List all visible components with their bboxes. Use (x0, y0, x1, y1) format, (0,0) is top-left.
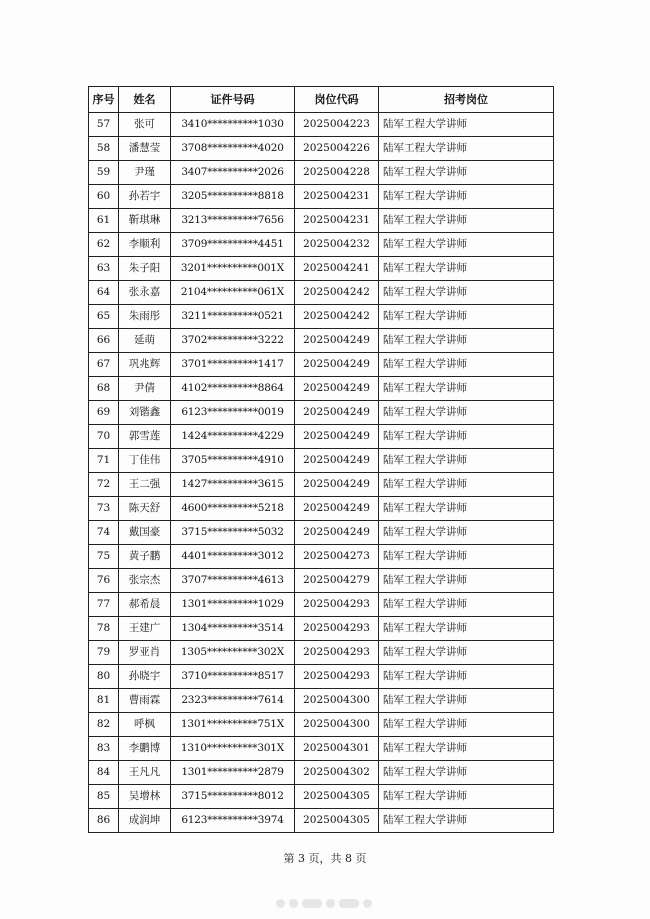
cell-position: 陆军工程大学讲师 (379, 257, 554, 281)
cell-id-number: 3715**********8012 (171, 785, 295, 809)
cell-position-code: 2025004223 (295, 113, 379, 137)
table-row (89, 617, 554, 641)
page-number: 第 3 页，共 8 页 (283, 852, 367, 865)
table-row (89, 113, 554, 137)
table-row (89, 305, 554, 329)
cell-seq: 77 (89, 593, 119, 617)
cell-id-number: 3702**********3222 (171, 329, 295, 353)
table-row (89, 593, 554, 617)
cell-name: 呼枫 (119, 713, 171, 737)
cell-position-code: 2025004300 (295, 713, 379, 737)
cell-name: 李鹏博 (119, 737, 171, 761)
cell-name: 曹雨霖 (119, 689, 171, 713)
table-row (89, 353, 554, 377)
table-header-row (89, 87, 554, 113)
cell-id-number: 1301**********751X (171, 713, 295, 737)
cell-name: 巩兆辉 (119, 353, 171, 377)
cell-name: 潘慧莹 (119, 137, 171, 161)
watermark-logo (276, 896, 380, 910)
cell-seq: 74 (89, 521, 119, 545)
table-row (89, 257, 554, 281)
cell-name: 罗亚肖 (119, 641, 171, 665)
cell-position-code: 2025004241 (295, 257, 379, 281)
cell-name: 尹瑾 (119, 161, 171, 185)
cell-seq: 60 (89, 185, 119, 209)
cell-seq: 71 (89, 449, 119, 473)
cell-id-number: 3715**********5032 (171, 521, 295, 545)
cell-seq: 61 (89, 209, 119, 233)
table-body (89, 113, 554, 833)
table-row (89, 569, 554, 593)
cell-id-number: 1305**********302X (171, 641, 295, 665)
cell-position: 陆军工程大学讲师 (379, 329, 554, 353)
cell-position-code: 2025004231 (295, 185, 379, 209)
table-row (89, 281, 554, 305)
header-position-code: 岗位代码 (295, 87, 379, 113)
cell-id-number: 3211**********0521 (171, 305, 295, 329)
cell-id-number: 3205**********8818 (171, 185, 295, 209)
cell-position: 陆军工程大学讲师 (379, 233, 554, 257)
cell-seq: 57 (89, 113, 119, 137)
cell-position: 陆军工程大学讲师 (379, 809, 554, 833)
cell-name: 尹倩 (119, 377, 171, 401)
cell-id-number: 3705**********4910 (171, 449, 295, 473)
cell-name: 王建广 (119, 617, 171, 641)
table-row (89, 449, 554, 473)
cell-position-code: 2025004249 (295, 497, 379, 521)
cell-seq: 62 (89, 233, 119, 257)
cell-position: 陆军工程大学讲师 (379, 281, 554, 305)
cell-position: 陆军工程大学讲师 (379, 185, 554, 209)
table-row (89, 377, 554, 401)
cell-name: 吴增林 (119, 785, 171, 809)
cell-id-number: 1424**********4229 (171, 425, 295, 449)
cell-position: 陆军工程大学讲师 (379, 353, 554, 377)
cell-position: 陆军工程大学讲师 (379, 641, 554, 665)
cell-position: 陆军工程大学讲师 (379, 305, 554, 329)
cell-position-code: 2025004249 (295, 329, 379, 353)
cell-position-code: 2025004249 (295, 473, 379, 497)
cell-name: 张可 (119, 113, 171, 137)
cell-id-number: 1304**********3514 (171, 617, 295, 641)
cell-position: 陆军工程大学讲师 (379, 713, 554, 737)
cell-id-number: 2323**********7614 (171, 689, 295, 713)
cell-name: 朱雨彤 (119, 305, 171, 329)
cell-position-code: 2025004302 (295, 761, 379, 785)
cell-name: 延萌 (119, 329, 171, 353)
cell-position-code: 2025004273 (295, 545, 379, 569)
cell-position-code: 2025004249 (295, 377, 379, 401)
table-row (89, 425, 554, 449)
cell-name: 戴国豪 (119, 521, 171, 545)
cell-position-code: 2025004249 (295, 401, 379, 425)
cell-seq: 59 (89, 161, 119, 185)
cell-position-code: 2025004305 (295, 785, 379, 809)
cell-position: 陆军工程大学讲师 (379, 377, 554, 401)
cell-seq: 81 (89, 689, 119, 713)
table-row (89, 713, 554, 737)
cell-id-number: 3407**********2026 (171, 161, 295, 185)
table-row (89, 209, 554, 233)
table-row (89, 665, 554, 689)
cell-seq: 76 (89, 569, 119, 593)
cell-position-code: 2025004293 (295, 641, 379, 665)
table-row (89, 185, 554, 209)
cell-seq: 64 (89, 281, 119, 305)
cell-position-code: 2025004301 (295, 737, 379, 761)
cell-seq: 67 (89, 353, 119, 377)
cell-id-number: 6123**********0019 (171, 401, 295, 425)
cell-position: 陆军工程大学讲师 (379, 761, 554, 785)
table-row (89, 521, 554, 545)
cell-name: 刘锴鑫 (119, 401, 171, 425)
cell-seq: 70 (89, 425, 119, 449)
cell-id-number: 1310**********301X (171, 737, 295, 761)
cell-name: 郭雪莲 (119, 425, 171, 449)
cell-position: 陆军工程大学讲师 (379, 401, 554, 425)
cell-seq: 86 (89, 809, 119, 833)
cell-name: 张宗杰 (119, 569, 171, 593)
cell-seq: 72 (89, 473, 119, 497)
cell-id-number: 3707**********4613 (171, 569, 295, 593)
cell-position-code: 2025004231 (295, 209, 379, 233)
cell-id-number: 3701**********1417 (171, 353, 295, 377)
cell-position: 陆军工程大学讲师 (379, 665, 554, 689)
cell-name: 成润坤 (119, 809, 171, 833)
cell-position: 陆军工程大学讲师 (379, 545, 554, 569)
cell-seq: 75 (89, 545, 119, 569)
cell-position: 陆军工程大学讲师 (379, 617, 554, 641)
cell-position-code: 2025004249 (295, 521, 379, 545)
cell-position: 陆军工程大学讲师 (379, 209, 554, 233)
cell-position-code: 2025004249 (295, 425, 379, 449)
cell-name: 陈天舒 (119, 497, 171, 521)
cell-seq: 85 (89, 785, 119, 809)
cell-seq: 69 (89, 401, 119, 425)
cell-position-code: 2025004226 (295, 137, 379, 161)
table-row (89, 761, 554, 785)
cell-name: 王二强 (119, 473, 171, 497)
cell-name: 朱子阳 (119, 257, 171, 281)
cell-name: 孙若宇 (119, 185, 171, 209)
cell-seq: 80 (89, 665, 119, 689)
cell-position: 陆军工程大学讲师 (379, 497, 554, 521)
cell-position: 陆军工程大学讲师 (379, 593, 554, 617)
cell-seq: 66 (89, 329, 119, 353)
table-row (89, 641, 554, 665)
cell-id-number: 3708**********4020 (171, 137, 295, 161)
cell-name: 黄子鹏 (119, 545, 171, 569)
table-row (89, 545, 554, 569)
table-row (89, 161, 554, 185)
cell-id-number: 4401**********3012 (171, 545, 295, 569)
cell-name: 孙晓宇 (119, 665, 171, 689)
header-name: 姓名 (119, 87, 171, 113)
cell-position-code: 2025004249 (295, 353, 379, 377)
cell-id-number: 3201**********001X (171, 257, 295, 281)
cell-id-number: 3710**********8517 (171, 665, 295, 689)
cell-name: 王凡凡 (119, 761, 171, 785)
header-seq: 序号 (89, 87, 119, 113)
cell-id-number: 1427**********3615 (171, 473, 295, 497)
table-row (89, 809, 554, 833)
cell-id-number: 3410**********1030 (171, 113, 295, 137)
cell-position-code: 2025004242 (295, 281, 379, 305)
cell-position: 陆军工程大学讲师 (379, 425, 554, 449)
cell-id-number: 1301**********1029 (171, 593, 295, 617)
cell-position: 陆军工程大学讲师 (379, 161, 554, 185)
cell-seq: 73 (89, 497, 119, 521)
cell-position-code: 2025004279 (295, 569, 379, 593)
cell-position: 陆军工程大学讲师 (379, 113, 554, 137)
cell-name: 靳琪琳 (119, 209, 171, 233)
table-row (89, 737, 554, 761)
cell-position: 陆军工程大学讲师 (379, 521, 554, 545)
header-id-number: 证件号码 (171, 87, 295, 113)
cell-position: 陆军工程大学讲师 (379, 689, 554, 713)
cell-position-code: 2025004232 (295, 233, 379, 257)
cell-position: 陆军工程大学讲师 (379, 473, 554, 497)
table-row (89, 401, 554, 425)
table-row (89, 785, 554, 809)
cell-id-number: 6123**********3974 (171, 809, 295, 833)
cell-id-number: 3709**********4451 (171, 233, 295, 257)
cell-id-number: 2104**********061X (171, 281, 295, 305)
cell-position-code: 2025004293 (295, 593, 379, 617)
cell-seq: 68 (89, 377, 119, 401)
cell-position-code: 2025004228 (295, 161, 379, 185)
cell-position: 陆军工程大学讲师 (379, 137, 554, 161)
cell-id-number: 4600**********5218 (171, 497, 295, 521)
cell-position: 陆军工程大学讲师 (379, 737, 554, 761)
header-position: 招考岗位 (379, 87, 554, 113)
cell-position-code: 2025004249 (295, 449, 379, 473)
cell-seq: 82 (89, 713, 119, 737)
cell-position: 陆军工程大学讲师 (379, 785, 554, 809)
cell-seq: 78 (89, 617, 119, 641)
table-row (89, 689, 554, 713)
cell-name: 丁佳伟 (119, 449, 171, 473)
table-row (89, 473, 554, 497)
cell-id-number: 1301**********2879 (171, 761, 295, 785)
cell-position-code: 2025004242 (295, 305, 379, 329)
cell-id-number: 3213**********7656 (171, 209, 295, 233)
cell-name: 李顺利 (119, 233, 171, 257)
cell-seq: 63 (89, 257, 119, 281)
candidate-table (88, 86, 554, 833)
table-row (89, 329, 554, 353)
cell-id-number: 4102**********8864 (171, 377, 295, 401)
cell-seq: 83 (89, 737, 119, 761)
cell-seq: 84 (89, 761, 119, 785)
cell-position: 陆军工程大学讲师 (379, 569, 554, 593)
cell-position-code: 2025004305 (295, 809, 379, 833)
table-row (89, 497, 554, 521)
table-row (89, 233, 554, 257)
cell-name: 郝希晨 (119, 593, 171, 617)
cell-position-code: 2025004293 (295, 665, 379, 689)
cell-seq: 79 (89, 641, 119, 665)
cell-position: 陆军工程大学讲师 (379, 449, 554, 473)
cell-name: 张永嘉 (119, 281, 171, 305)
cell-seq: 65 (89, 305, 119, 329)
table-row (89, 137, 554, 161)
cell-position-code: 2025004300 (295, 689, 379, 713)
cell-position-code: 2025004293 (295, 617, 379, 641)
cell-seq: 58 (89, 137, 119, 161)
